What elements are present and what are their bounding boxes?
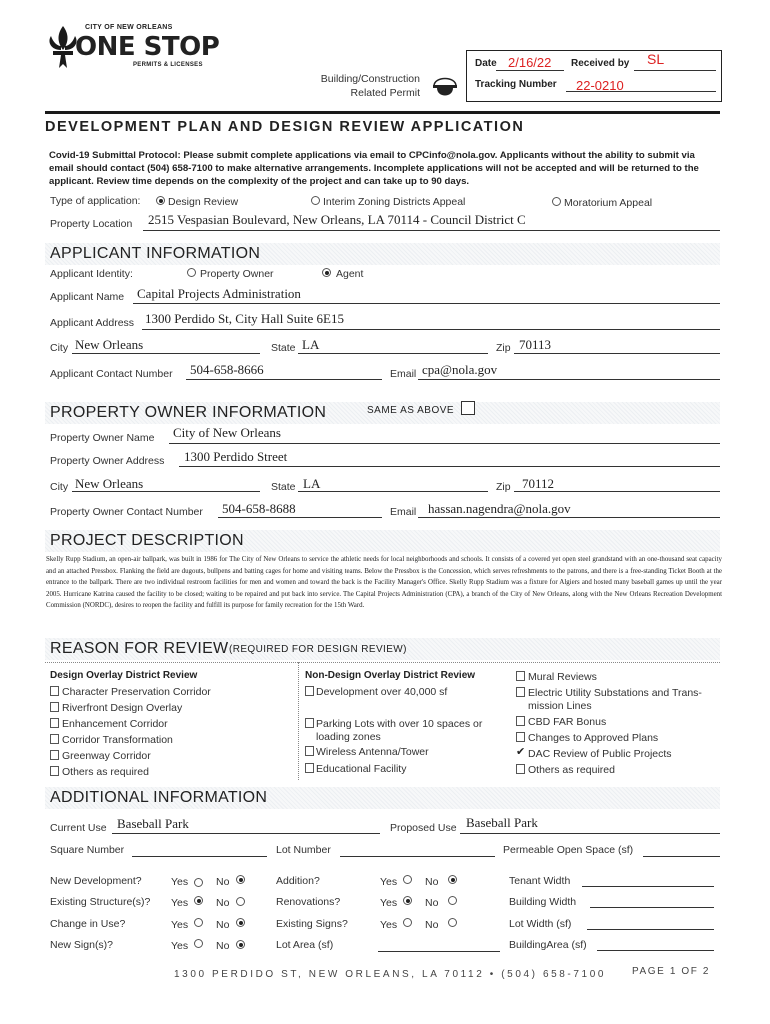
yes-label: Yes: [171, 919, 189, 931]
owner-city-value[interactable]: New Orleans: [75, 476, 144, 491]
q-building-area: BuildingArea (sf): [509, 939, 587, 951]
checkbox-riverfront[interactable]: [50, 702, 59, 712]
date-label: Date: [475, 58, 497, 69]
checkbox-development[interactable]: [305, 686, 314, 696]
current-use-value[interactable]: Baseball Park: [117, 816, 189, 831]
q-tenant-width: Tenant Width: [509, 875, 571, 887]
reason-note: (REQUIRED FOR DESIGN REVIEW): [229, 644, 407, 655]
covid-notice: Covid-19 Submittal Protocol: Please submit complete applications via email to CPCinfo@nola.gov. Applicants without the ability to submit via email should contact (504) 658-7100 to make alternative arrangements. Incomplete applications will not be accepted and will be returned to the applicant. Review time depends on the complexity of the project and can take up to 90 days.: [49, 150, 699, 187]
q-change-in-use: Change in Use?: [50, 918, 126, 930]
col3-item: DAC Review of Public Projects: [528, 748, 672, 760]
square-label: Square Number: [50, 844, 125, 856]
applicant-address-value[interactable]: 1300 Perdido St, City Hall Suite 6E15: [145, 311, 344, 326]
owner-state-label: State: [271, 481, 296, 493]
no-label: No: [216, 876, 230, 888]
applicant-name-label: Applicant Name: [50, 291, 125, 303]
logo-main: ONE STOP: [75, 32, 220, 62]
no-label: No: [216, 940, 230, 952]
col2-item: Parking Lots with over 10 spaces or: [316, 718, 483, 730]
owner-address-value[interactable]: 1300 Perdido Street: [184, 449, 288, 464]
radio-design-review[interactable]: [156, 196, 165, 205]
option-interim-zoning: Interim Zoning Districts Appeal: [323, 196, 466, 208]
project-band: [45, 530, 720, 552]
col3-item: Changes to Approved Plans: [528, 732, 659, 744]
owner-city-label: City: [50, 481, 69, 493]
radio-addition-yes[interactable]: [403, 875, 412, 884]
reason-vertical-divider: [298, 662, 299, 780]
received-value[interactable]: SL: [647, 51, 665, 67]
yes-label: Yes: [380, 897, 398, 909]
owner-state-value[interactable]: LA: [303, 476, 321, 491]
identity-label: Applicant Identity:: [50, 268, 133, 280]
col1-item: Enhancement Corridor: [62, 718, 168, 730]
additional-band: [45, 787, 720, 809]
no-label: No: [425, 919, 439, 931]
owner-name-value[interactable]: City of New Orleans: [173, 425, 281, 440]
radio-signs-no[interactable]: [236, 940, 245, 949]
footer-address: 1300 PERDIDO ST, NEW ORLEANS, LA 70112 • (504) 658-7100: [174, 969, 607, 980]
col2-item: Development over 40,000 sf: [316, 686, 448, 698]
checkbox-mural[interactable]: [516, 671, 525, 681]
col3-item: mission Lines: [528, 700, 592, 712]
title-rule: [45, 111, 720, 114]
applicant-city-label: City: [50, 342, 69, 354]
reason-band: [45, 638, 720, 660]
owner-phone-label: Property Owner Contact Number: [50, 506, 203, 518]
owner-email-value[interactable]: hassan.nagendra@nola.gov: [428, 501, 571, 516]
checkmark-icon[interactable]: ✔: [516, 746, 526, 758]
proposed-use-value[interactable]: Baseball Park: [466, 815, 538, 830]
col2-item: Wireless Antenna/Tower: [316, 746, 429, 758]
col3-item: Others as required: [528, 764, 615, 776]
no-label: No: [216, 919, 230, 931]
applicant-city-value[interactable]: New Orleans: [75, 337, 144, 352]
applicant-zip-label: Zip: [496, 342, 511, 354]
building-label-1: Building/Construction: [320, 73, 420, 85]
tracking-value[interactable]: 22-0210: [576, 78, 624, 93]
applicant-phone-label: Applicant Contact Number: [50, 368, 173, 380]
identity-opt1: Property Owner: [200, 268, 274, 280]
owner-heading: PROPERTY OWNER INFORMATION: [50, 404, 327, 421]
applicant-phone-value[interactable]: 504-658-8666: [190, 362, 264, 377]
option-design-review: Design Review: [168, 196, 239, 208]
checkbox-corridor-transformation[interactable]: [50, 734, 59, 744]
yes-label: Yes: [171, 897, 189, 909]
q-lot-area: Lot Area (sf): [276, 939, 334, 951]
q-existing-signs: Existing Signs?: [276, 918, 348, 930]
owner-name-label: Property Owner Name: [50, 432, 155, 444]
q-building-width: Building Width: [509, 896, 577, 908]
applicant-address-label: Applicant Address: [50, 317, 135, 329]
date-value[interactable]: 2/16/22: [508, 55, 552, 70]
checkbox-changes[interactable]: [516, 732, 525, 742]
current-use-label: Current Use: [50, 822, 107, 834]
q-new-signs: New Sign(s)?: [50, 939, 114, 951]
col2-item: Educational Facility: [316, 763, 407, 775]
col1-title: Design Overlay District Review: [50, 670, 198, 681]
checkbox-character[interactable]: [50, 686, 59, 696]
radio-new-dev-no[interactable]: [236, 875, 245, 884]
option-moratorium: Moratorium Appeal: [564, 197, 653, 209]
page-number: PAGE 1 OF 2: [632, 966, 710, 977]
col3-item: Mural Reviews: [528, 671, 597, 683]
page-title: DEVELOPMENT PLAN AND DESIGN REVIEW APPLICATION: [45, 119, 525, 135]
no-label: No: [216, 897, 230, 909]
checkbox-wireless[interactable]: [305, 746, 314, 756]
yes-label: Yes: [380, 876, 398, 888]
q-renovations: Renovations?: [276, 896, 341, 908]
project-description[interactable]: Skelly Rupp Stadium, an open-air ballpark, was built in 1986 for The City of New Orleans to service the athletic needs for local neighborhoods and schools. It consists of a covered yet open steel grandstand with an one-thousand seat capacity and an attached Pressbox. Flanking the field are dugouts, bullpens and batting cages for home and visiting teams. Below the Pressbox is the Concession, which serves refreshments to the patrons, and there is a free-standing Ticket Booth at the entrance to the ballpark. There are two individual restroom facilities for men and women and toward the back is the Facility Manager's Office. Skelly Rupp Stadium was a fixture for Algiers and hosted many baseball games up until the year 2005. Hurricane Katrina caused the facility to be closed; waiting to be repaired and put back into service. The Capital Projects Administration (CPA), a branch of the City of New Orleans, along with the New Orleans Recreation Development Commission (NORDC), desires to reopen the facility and fulfill its purpose for family recreation for the 15th Ward.: [46, 556, 722, 610]
project-heading: PROJECT DESCRIPTION: [50, 532, 244, 549]
received-label: Received by: [571, 58, 630, 69]
col2-item: loading zones: [316, 731, 381, 743]
owner-email-label: Email: [390, 506, 417, 518]
radio-renov-yes[interactable]: [403, 896, 412, 905]
q-addition: Addition?: [276, 875, 320, 887]
owner-zip-label: Zip: [496, 481, 511, 493]
radio-signs-yes[interactable]: [194, 939, 203, 948]
radio-renov-no[interactable]: [448, 896, 457, 905]
col1-item: Corridor Transformation: [62, 734, 173, 746]
radio-change-yes[interactable]: [194, 918, 203, 927]
checkbox-greenway[interactable]: [50, 750, 59, 760]
logo: [45, 22, 220, 74]
tracking-label: Tracking Number: [475, 79, 557, 90]
applicant-email-label: Email: [390, 368, 417, 380]
building-label-2: Related Permit: [350, 87, 420, 99]
radio-exist-signs-yes[interactable]: [403, 918, 412, 927]
radio-addition-no[interactable]: [448, 875, 457, 884]
yes-label: Yes: [380, 919, 398, 931]
yes-label: Yes: [171, 876, 189, 888]
applicant-state-value[interactable]: LA: [302, 337, 320, 352]
applicant-state-label: State: [271, 342, 296, 354]
checkbox-educational[interactable]: [305, 763, 314, 773]
checkbox-electric[interactable]: [516, 687, 525, 697]
col1-item: Character Preservation Corridor: [62, 686, 211, 698]
applicant-heading: APPLICANT INFORMATION: [50, 245, 261, 262]
col2-title: Non-Design Overlay District Review: [305, 670, 476, 681]
col1-item: Riverfront Design Overlay: [62, 702, 183, 714]
radio-existing-no[interactable]: [236, 897, 245, 906]
proposed-use-label: Proposed Use: [390, 822, 457, 834]
owner-phone-value[interactable]: 504-658-8688: [222, 501, 296, 516]
radio-exist-signs-no[interactable]: [448, 918, 457, 927]
radio-existing-yes[interactable]: [194, 896, 203, 905]
col3-item: Electric Utility Substations and Trans-: [528, 687, 702, 699]
radio-agent[interactable]: [322, 268, 331, 277]
logo-city: CITY OF NEW ORLEANS: [85, 24, 173, 31]
checkbox-enhancement[interactable]: [50, 718, 59, 728]
q-existing-structure: Existing Structure(s)?: [50, 896, 151, 908]
applicant-name-value[interactable]: Capital Projects Administration: [137, 286, 301, 301]
location-label: Property Location: [50, 218, 133, 230]
q-new-development: New Development?: [50, 875, 142, 887]
applicant-band: [45, 243, 720, 265]
radio-interim-zoning[interactable]: [311, 196, 320, 205]
type-label: Type of application:: [50, 195, 141, 207]
no-label: No: [425, 897, 439, 909]
permeable-label: Permeable Open Space (sf): [503, 844, 634, 856]
reason-divider: [45, 662, 720, 663]
radio-new-dev-yes[interactable]: [194, 878, 203, 887]
additional-heading: ADDITIONAL INFORMATION: [50, 789, 268, 806]
lot-label: Lot Number: [276, 844, 331, 856]
applicant-zip-value[interactable]: 70113: [519, 337, 552, 352]
logo-sub: PERMITS & LICENSES: [133, 62, 203, 68]
checkbox-cbd[interactable]: [516, 716, 525, 726]
col1-item: Others as required: [62, 766, 149, 778]
applicant-email-value[interactable]: cpa@nola.gov: [422, 362, 498, 377]
reason-heading: REASON FOR REVIEW: [50, 640, 229, 657]
checkbox-others-col1[interactable]: [50, 766, 59, 776]
location-value[interactable]: 2515 Vespasian Boulevard, New Orleans, LA 70114 - Council District C: [148, 212, 526, 227]
identity-opt2: Agent: [336, 268, 364, 280]
no-label: No: [425, 876, 439, 888]
col3-item: CBD FAR Bonus: [528, 716, 607, 728]
col1-item: Greenway Corridor: [62, 750, 151, 762]
checkbox-others-col3[interactable]: [516, 764, 525, 774]
same-as-above-checkbox[interactable]: [461, 401, 475, 415]
radio-property-owner[interactable]: [187, 268, 196, 277]
radio-change-no[interactable]: [236, 918, 245, 927]
same-as-above-label: SAME AS ABOVE: [367, 405, 455, 416]
owner-zip-value[interactable]: 70112: [522, 476, 555, 491]
checkbox-parking[interactable]: [305, 718, 314, 728]
q-lot-width: Lot Width (sf): [509, 918, 572, 930]
yes-label: Yes: [171, 940, 189, 952]
hard-hat-icon: [432, 70, 458, 102]
owner-address-label: Property Owner Address: [50, 455, 165, 467]
radio-moratorium[interactable]: [552, 197, 561, 206]
